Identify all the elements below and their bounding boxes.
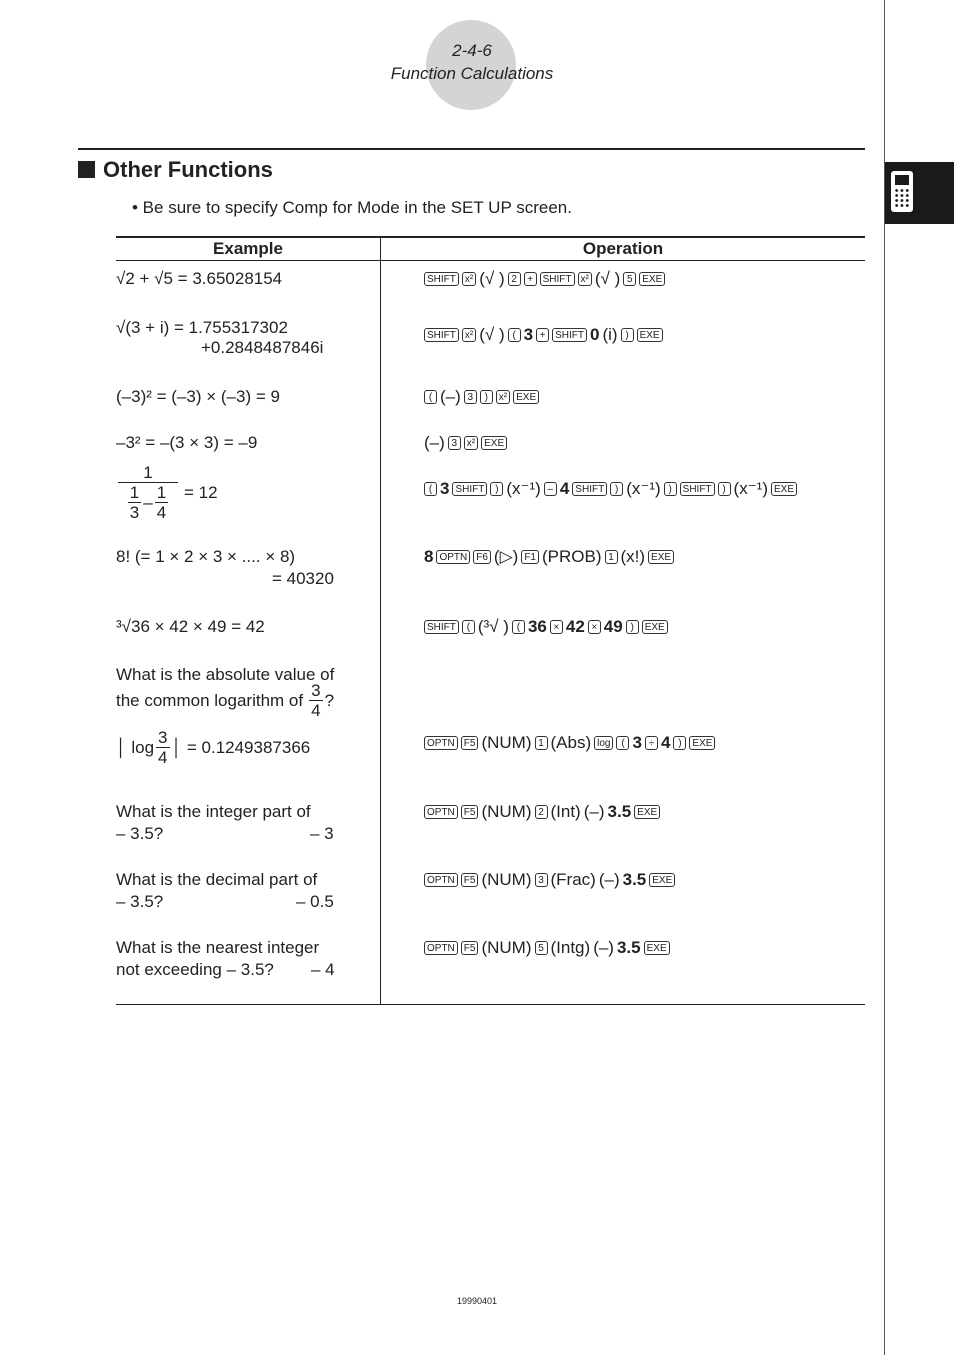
calculator-key: SHIFT <box>424 328 459 342</box>
example-row-11-result: – 0.5 <box>296 892 334 911</box>
compound-fraction: 1 $\frac{1}{3}$ – $\frac{1}{4}$ <box>118 463 178 522</box>
calculator-key: log <box>594 736 613 750</box>
example-row-10: What is the integer part of <box>116 802 311 821</box>
calculator-key: ) <box>610 482 623 496</box>
calculator-icon <box>891 171 913 212</box>
key-number: 42 <box>565 617 585 636</box>
calculator-key: EXE <box>642 620 668 634</box>
key-label: (√ ) <box>594 269 621 288</box>
operation-row-3 <box>424 386 539 408</box>
key-label: (–) <box>598 870 620 889</box>
example-row-12: What is the nearest integer <box>116 938 320 957</box>
calculator-key: ) <box>673 736 686 750</box>
example-row-1: √2 + √5 = 3.65028154 <box>116 269 283 288</box>
calculator-key: 3 <box>448 436 461 450</box>
chapter-title: Function Calculations <box>390 64 554 83</box>
calculator-key: 2 <box>535 805 548 819</box>
calculator-key: 5 <box>623 272 636 286</box>
example-column-header: Example <box>213 239 283 258</box>
key-label: (Frac) <box>550 870 596 889</box>
calculator-key: F5 <box>461 941 479 955</box>
key-number: 49 <box>603 617 623 636</box>
calculator-key: OPTN <box>436 550 470 564</box>
example-row-8-line-2: the common logarithm of $\frac{3}{4}$ ? <box>116 681 335 720</box>
calculator-key: F1 <box>521 550 539 564</box>
key-label: (NUM) <box>481 802 532 821</box>
key-label: (i) <box>602 325 618 344</box>
key-label: (–) <box>424 433 445 452</box>
calculator-key: ( <box>616 736 629 750</box>
key-label: (√ ) <box>479 269 505 288</box>
key-number: 3 <box>440 479 450 498</box>
calculator-key: ( <box>424 390 437 404</box>
section-title: Other Functions <box>78 157 273 183</box>
key-label: (Intg) <box>550 938 591 957</box>
key-label: (x⁻¹) <box>506 479 541 498</box>
example-row-10-line-2: – 3.5? <box>116 824 164 843</box>
calculator-key: EXE <box>649 873 675 887</box>
calculator-key: F5 <box>461 873 479 887</box>
calculator-key: SHIFT <box>572 482 607 496</box>
key-label: (▷) <box>493 547 519 566</box>
operation-row-11 <box>424 869 675 891</box>
mode-note: • Be sure to specify Comp for Mode in the SET UP screen. <box>132 198 572 217</box>
calculator-key: x² <box>464 436 478 450</box>
key-label: (NUM) <box>481 733 532 752</box>
calculator-key: EXE <box>644 941 670 955</box>
calculator-key: + <box>536 328 549 342</box>
calculator-key: F6 <box>473 550 491 564</box>
calculator-key: ( <box>462 620 475 634</box>
calculator-key: ) <box>621 328 634 342</box>
calculator-key: ) <box>480 390 493 404</box>
calculator-key: 3 <box>464 390 477 404</box>
calculator-key: ) <box>664 482 677 496</box>
operation-column-header: Operation <box>582 239 664 258</box>
key-number: 4 <box>559 479 570 498</box>
calculator-key: EXE <box>481 436 507 450</box>
calculator-key: 1 <box>605 550 618 564</box>
calculator-key: EXE <box>639 272 665 286</box>
key-number: 3.5 <box>622 870 647 889</box>
table-top-rule <box>116 236 865 238</box>
operation-row-6 <box>424 546 674 568</box>
calculator-key: 5 <box>535 941 548 955</box>
calculator-key: × <box>588 620 601 634</box>
example-row-11: What is the decimal part of <box>116 870 318 889</box>
key-label: (NUM) <box>481 938 532 957</box>
calculator-key: EXE <box>689 736 715 750</box>
key-label: (x⁻¹) <box>733 479 769 498</box>
example-row-10-result: – 3 <box>310 824 334 843</box>
calculator-key: ÷ <box>645 736 658 750</box>
calculator-key: 1 <box>535 736 548 750</box>
calculator-key: EXE <box>648 550 674 564</box>
calculator-key: SHIFT <box>540 272 575 286</box>
calculator-key: EXE <box>634 805 660 819</box>
key-number: 0 <box>589 325 600 344</box>
key-label: (NUM) <box>481 870 532 889</box>
example-row-6: 8! (= 1 × 2 × 3 × .... × 8) <box>116 547 296 566</box>
calculator-key: – <box>544 482 557 496</box>
example-row-7: ³√36 × 42 × 49 = 42 <box>116 617 265 636</box>
calculator-key: ( <box>512 620 525 634</box>
example-row-11-line-2: – 3.5? <box>116 892 164 911</box>
operation-row-10 <box>424 801 660 823</box>
calculator-key: 2 <box>508 272 521 286</box>
calculator-key: OPTN <box>424 736 458 750</box>
operation-row-12 <box>424 937 670 959</box>
section-rule <box>78 148 865 150</box>
key-label: (³√ ) <box>477 617 509 636</box>
key-label: (–) <box>593 938 614 957</box>
calculator-key: + <box>524 272 537 286</box>
key-number: 8 <box>424 547 434 566</box>
key-label: (√ ) <box>479 325 505 344</box>
calculator-key: OPTN <box>424 873 458 887</box>
calculator-key: EXE <box>771 482 797 496</box>
example-row-4: –3² = –(3 × 3) = –9 <box>116 433 258 452</box>
calculator-key: SHIFT <box>452 482 487 496</box>
key-number: 3.5 <box>616 938 641 957</box>
key-label: (x⁻¹) <box>626 479 661 498</box>
calculator-key: × <box>550 620 563 634</box>
key-label: (–) <box>583 802 605 821</box>
calculator-key: SHIFT <box>424 620 459 634</box>
operation-row-1 <box>424 268 665 290</box>
operation-row-5 <box>424 478 797 500</box>
example-row-5: 1 $\frac{1}{3}$ – $\frac{1}{4}$ = 12 <box>116 463 218 522</box>
square-bullet-icon <box>78 161 95 178</box>
key-label: (PROB) <box>542 547 602 566</box>
calculator-key: F5 <box>461 736 479 750</box>
operation-row-7 <box>424 616 668 638</box>
example-row-12-result: – 4 <box>311 960 335 979</box>
calculator-key: OPTN <box>424 805 458 819</box>
calculator-key: ) <box>718 482 731 496</box>
calculator-key: SHIFT <box>424 272 459 286</box>
operation-row-4 <box>424 432 507 454</box>
key-label: (x!) <box>620 547 646 566</box>
key-label: (Abs) <box>550 733 592 752</box>
calculator-key: x² <box>578 272 592 286</box>
example-row-2-line-2: +0.2848487846i <box>201 338 324 357</box>
calculator-key: EXE <box>637 328 663 342</box>
calculator-key: OPTN <box>424 941 458 955</box>
key-label: (Int) <box>550 802 581 821</box>
example-row-12-line-2: not exceeding – 3.5? <box>116 960 274 979</box>
example-row-9: │ log $\frac{3}{4}$ │ = 0.1249387366 <box>116 728 311 767</box>
calculator-key: x² <box>496 390 510 404</box>
example-row-3: (–3)² = (–3) × (–3) = 9 <box>116 387 280 406</box>
calculator-key: ( <box>424 482 437 496</box>
operation-row-2 <box>424 324 663 346</box>
operation-row-9 <box>424 732 715 754</box>
calculator-key: ) <box>490 482 503 496</box>
key-number: 4 <box>660 733 671 752</box>
calculator-key: 3 <box>535 873 548 887</box>
table-column-divider <box>380 237 381 1004</box>
key-label: (–) <box>440 387 461 406</box>
calculator-key: x² <box>462 328 476 342</box>
example-row-2: √(3 + i) = 1.755317302 <box>116 318 288 337</box>
footer-code: 19990401 <box>456 1296 498 1306</box>
key-number: 3 <box>523 325 534 344</box>
calculator-key: SHIFT <box>552 328 587 342</box>
calculator-key: SHIFT <box>680 482 715 496</box>
key-number: 3 <box>632 733 642 752</box>
table-header-rule <box>116 260 865 261</box>
calculator-key: ) <box>626 620 639 634</box>
example-row-6-line-2: = 40320 <box>272 569 334 588</box>
key-number: 36 <box>527 617 547 636</box>
key-number: 3.5 <box>607 802 632 821</box>
calculator-key: EXE <box>513 390 539 404</box>
example-row-8: What is the absolute value of <box>116 665 335 684</box>
calculator-key: F5 <box>461 805 479 819</box>
calculator-key: ( <box>508 328 521 342</box>
table-bottom-rule <box>116 1004 865 1005</box>
calculator-key: x² <box>462 272 476 286</box>
page-number: 2-4-6 <box>452 41 492 60</box>
